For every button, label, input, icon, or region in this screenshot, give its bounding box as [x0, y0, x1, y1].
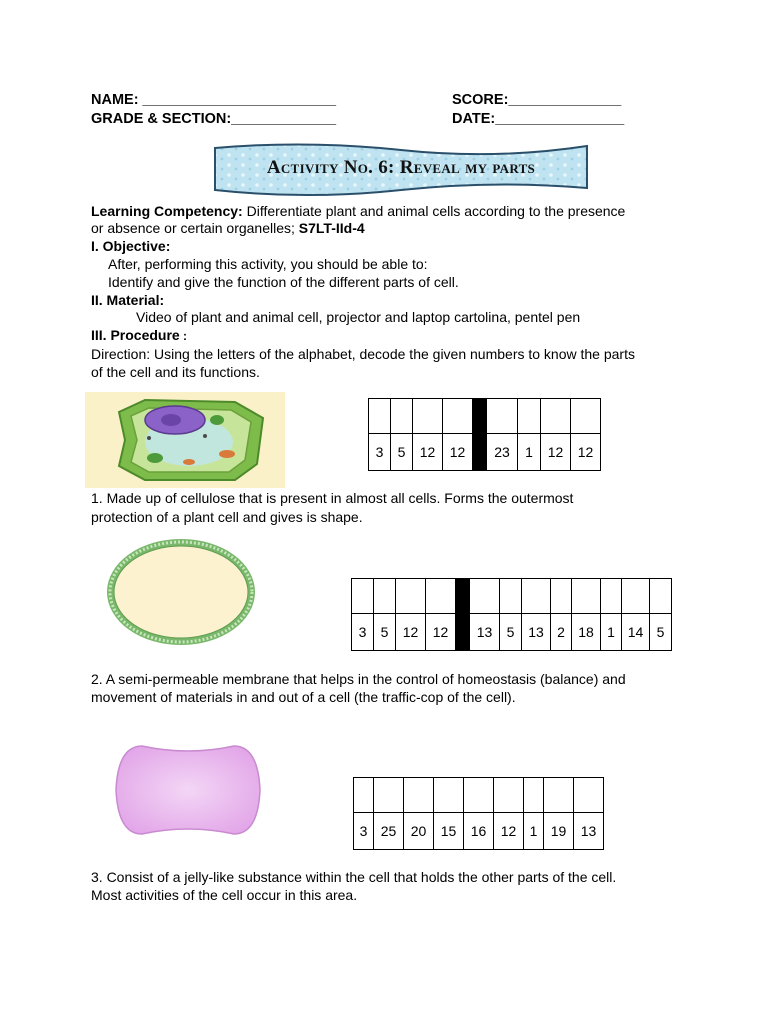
code-number: 5	[391, 434, 413, 471]
direction-line-1: Direction: Using the letters of the alphabet, decode the given numbers to know the parts	[91, 346, 635, 362]
answer-cell[interactable]	[352, 579, 374, 614]
answer-cell[interactable]	[391, 399, 413, 434]
material-heading: II. Material:	[91, 292, 165, 308]
answer-cell[interactable]	[494, 778, 524, 813]
answer-cell[interactable]	[541, 399, 571, 434]
procedure-heading-text: III. Procedure	[91, 327, 180, 343]
answer-cell[interactable]	[434, 778, 464, 813]
clue-3-line-1: 3. Consist of a jelly-like substance within the cell that holds the other parts of the cell.	[91, 869, 617, 885]
answer-cell[interactable]	[443, 399, 473, 434]
code-number: 1	[601, 614, 622, 651]
answer-cell[interactable]	[522, 579, 551, 614]
answer-cell[interactable]	[571, 399, 601, 434]
word-separator	[473, 399, 487, 434]
competency-line-2	[91, 220, 365, 237]
activity-banner	[212, 142, 590, 196]
answer-cell[interactable]	[470, 579, 500, 614]
competency-text-2: or absence or certain organelles;	[91, 220, 299, 236]
answer-cell[interactable]	[354, 778, 374, 813]
grade-section-field[interactable]: GRADE & SECTION:_____________	[91, 111, 337, 127]
code-number: 12	[396, 614, 426, 651]
objective-heading: I. Objective:	[91, 238, 171, 254]
number-row	[354, 813, 604, 850]
answer-cell[interactable]	[524, 778, 544, 813]
direction-line-2: of the cell and its functions.	[91, 364, 260, 380]
code-number: 3	[352, 614, 374, 651]
code-number: 12	[571, 434, 601, 471]
code-number: 12	[426, 614, 456, 651]
code-number: 13	[470, 614, 500, 651]
answer-cell[interactable]	[413, 399, 443, 434]
procedure-heading	[91, 327, 187, 345]
clue-2-line-2: movement of materials in and out of a cell (the traffic-cop of the cell).	[91, 689, 516, 705]
number-row	[369, 434, 601, 471]
answer-cell[interactable]	[622, 579, 650, 614]
word-separator	[456, 614, 470, 651]
code-grid-3	[353, 777, 604, 850]
code-number: 20	[404, 813, 434, 850]
objective-line-1: After, performing this activity, you should be able to:	[108, 256, 428, 272]
answer-cell[interactable]	[426, 579, 456, 614]
code-number: 12	[494, 813, 524, 850]
answer-cell[interactable]	[396, 579, 426, 614]
answer-cell[interactable]	[574, 778, 604, 813]
word-separator	[456, 579, 470, 614]
objective-line-2: Identify and give the function of the different parts of cell.	[108, 274, 459, 290]
cell-membrane-image	[104, 535, 260, 649]
procedure-colon: :	[179, 329, 188, 343]
competency-line-1	[91, 203, 625, 220]
code-number: 12	[541, 434, 571, 471]
code-number: 19	[544, 813, 574, 850]
date-field[interactable]: DATE:________________	[452, 111, 625, 127]
name-field[interactable]: NAME: ________________________	[91, 92, 337, 108]
answer-cell[interactable]	[551, 579, 572, 614]
competency-code: S7LT-IId-4	[298, 220, 365, 236]
competency-label: Learning Competency:	[91, 203, 243, 219]
code-number: 5	[650, 614, 672, 651]
word-separator	[473, 434, 487, 471]
answer-row[interactable]	[352, 579, 672, 614]
clue-1-line-1: 1. Made up of cellulose that is present in almost all cells. Forms the outermost	[91, 490, 574, 506]
clue-3-line-2: Most activities of the cell occur in this area.	[91, 887, 358, 903]
answer-cell[interactable]	[487, 399, 518, 434]
code-number: 12	[443, 434, 473, 471]
answer-cell[interactable]	[601, 579, 622, 614]
code-number: 14	[622, 614, 650, 651]
cytoplasm-icon	[112, 738, 264, 842]
answer-row[interactable]	[354, 778, 604, 813]
answer-cell[interactable]	[374, 778, 404, 813]
code-number: 5	[374, 614, 396, 651]
cytoplasm-image	[112, 738, 264, 842]
material-text: Video of plant and animal cell, projector and laptop cartolina, pentel pen	[136, 309, 581, 325]
code-number: 23	[487, 434, 518, 471]
clue-1-line-2: protection of a plant cell and gives is shape.	[91, 509, 363, 525]
competency-text-1: Differentiate plant and animal cells according to the presence	[242, 203, 626, 219]
code-number: 2	[551, 614, 572, 651]
code-number: 13	[522, 614, 551, 651]
score-field[interactable]: SCORE:______________	[452, 92, 622, 108]
activity-title: Activity No. 6: Reveal my parts	[266, 157, 536, 178]
code-number: 25	[374, 813, 404, 850]
answer-cell[interactable]	[374, 579, 396, 614]
answer-cell[interactable]	[572, 579, 601, 614]
code-number: 15	[434, 813, 464, 850]
answer-cell[interactable]	[404, 778, 434, 813]
plant-cell-icon	[85, 392, 285, 488]
code-number: 1	[518, 434, 541, 471]
answer-row[interactable]	[369, 399, 601, 434]
answer-cell[interactable]	[500, 579, 522, 614]
code-number: 12	[413, 434, 443, 471]
code-number: 1	[524, 813, 544, 850]
cell-membrane-icon	[104, 535, 260, 649]
answer-cell[interactable]	[464, 778, 494, 813]
code-number: 3	[369, 434, 391, 471]
code-number: 3	[354, 813, 374, 850]
clue-2-line-1: 2. A semi-permeable membrane that helps in the control of homeostasis (balance) and	[91, 671, 626, 687]
code-number: 13	[574, 813, 604, 850]
code-number: 18	[572, 614, 601, 651]
code-number: 5	[500, 614, 522, 651]
answer-cell[interactable]	[369, 399, 391, 434]
code-grid-2	[351, 578, 672, 651]
answer-cell[interactable]	[650, 579, 672, 614]
code-number: 16	[464, 813, 494, 850]
number-row	[352, 614, 672, 651]
code-grid-1	[368, 398, 601, 471]
answer-cell[interactable]	[544, 778, 574, 813]
answer-cell[interactable]	[518, 399, 541, 434]
plant-cell-image	[85, 392, 285, 488]
